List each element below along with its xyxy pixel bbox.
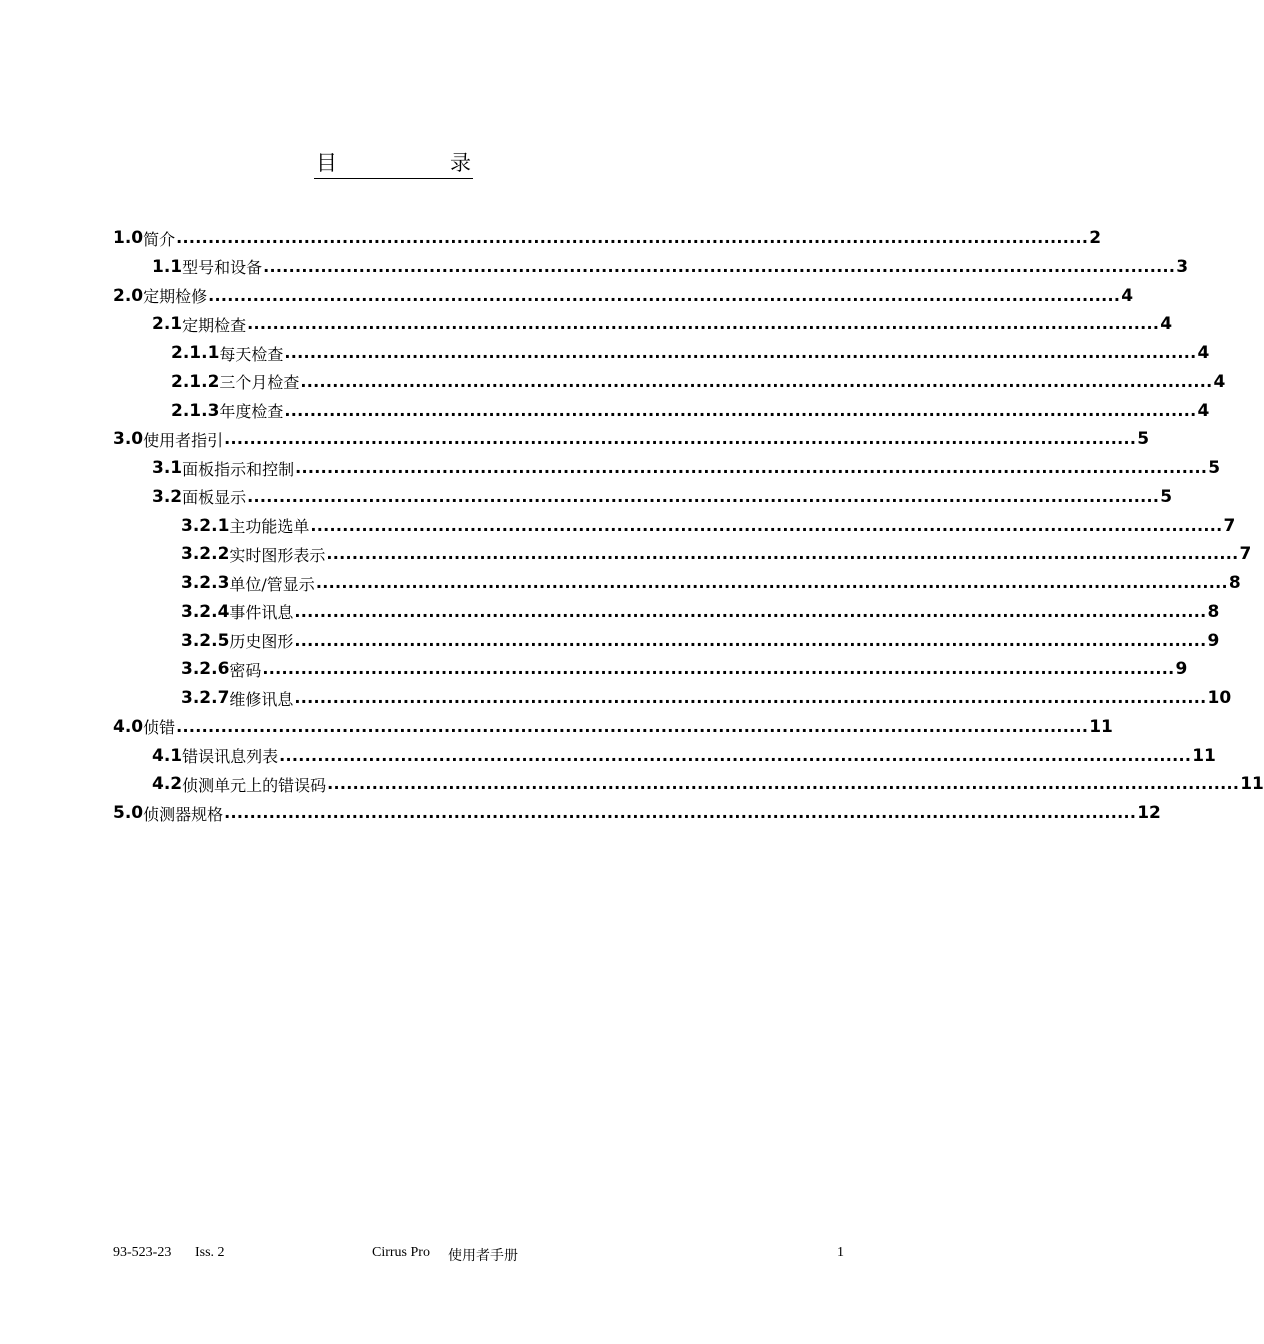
toc-dot-leader: ...............................................................................................................................................	[247, 486, 1160, 506]
toc-entry-number: 1.0	[113, 228, 144, 248]
toc-entry-page: 9	[1175, 659, 1188, 680]
toc-entry-title: 维修讯息	[229, 689, 294, 709]
toc-entry-title: 错误讯息列表	[182, 747, 279, 766]
toc-entry-title: 型号和设备	[182, 258, 263, 278]
toc-entry-page: 5	[1137, 429, 1150, 450]
toc-entry-page: 8	[1207, 601, 1220, 622]
toc-entry-title: 侦测器规格	[143, 804, 224, 824]
footer-issue: Iss. 2	[195, 1245, 225, 1260]
toc-entry-number: 3.2.4	[181, 601, 230, 622]
toc-dot-leader: ...............................................................................................................................................	[224, 429, 1137, 449]
toc-entry-page: 5	[1160, 486, 1173, 507]
footer-doc-number: 93-523-23	[113, 1245, 172, 1260]
footer-page-number: 1	[837, 1245, 844, 1260]
toc-entry[interactable]	[171, 339, 1210, 367]
toc-title-char-1: 目	[316, 151, 337, 175]
toc-dot-leader: ...............................................................................................................................................	[327, 774, 1240, 794]
toc-entry-title: 三个月检查	[219, 373, 300, 393]
toc-entry[interactable]	[152, 253, 1189, 281]
toc-entry-title: 面板指示和控制	[182, 459, 295, 479]
toc-entry[interactable]	[181, 569, 1241, 597]
toc-dot-leader: ...............................................................................................................................................	[300, 371, 1213, 391]
toc-title-char-2: 录	[450, 151, 471, 175]
toc-entry[interactable]	[181, 655, 1188, 683]
toc-entry-title: 密码	[229, 660, 262, 680]
toc-entry[interactable]	[152, 770, 1264, 798]
toc-entry-page: 4	[1213, 371, 1226, 392]
toc-dot-leader: ...............................................................................................................................................	[294, 630, 1207, 650]
toc-dot-leader: ...............................................................................................................................................	[176, 228, 1089, 247]
toc-entry-page: 7	[1223, 515, 1236, 536]
toc-entry-page: 12	[1137, 803, 1161, 823]
toc-entry[interactable]	[113, 799, 1161, 827]
toc-entry-page: 3	[1176, 256, 1189, 277]
toc-entry-number: 4.1	[152, 745, 183, 766]
toc-entry-number: 3.2	[152, 486, 183, 507]
toc-entry-number: 1.1	[152, 256, 183, 277]
toc-entry-title: 事件讯息	[229, 603, 294, 623]
toc-entry-number: 4.0	[113, 716, 144, 737]
toc-title	[314, 148, 473, 179]
toc-entry[interactable]	[113, 713, 1113, 741]
toc-entry-number: 3.0	[113, 429, 144, 450]
toc-entry-title: 定期检修	[143, 287, 208, 306]
toc-dot-leader: ...............................................................................................................................................	[284, 343, 1197, 362]
toc-entry-page: 4	[1160, 314, 1173, 335]
toc-entry-title: 每天检查	[219, 344, 284, 364]
toc-entry-page: 11	[1089, 716, 1113, 737]
toc-entry[interactable]	[152, 454, 1221, 482]
toc-dot-leader: ...............................................................................................................................................	[315, 573, 1228, 592]
toc-entry-page: 8	[1228, 573, 1241, 593]
toc-entry-title: 主功能选单	[229, 517, 310, 536]
toc-dot-leader: ...............................................................................................................................................	[247, 314, 1160, 334]
toc-entry[interactable]	[152, 310, 1173, 338]
toc-entry-number: 2.1.1	[171, 343, 220, 363]
toc-entry-number: 2.0	[113, 285, 144, 306]
toc-entry[interactable]	[113, 425, 1150, 453]
toc-dot-leader: ...............................................................................................................................................	[294, 688, 1207, 707]
toc-entry-page: 11	[1192, 745, 1216, 766]
toc-entry-page: 2	[1089, 228, 1102, 248]
toc-entry-number: 3.2.1	[181, 515, 230, 536]
toc-entry[interactable]	[181, 598, 1220, 626]
toc-entry[interactable]	[181, 627, 1220, 655]
toc-entry-number: 3.2.7	[181, 688, 230, 708]
toc-entry-number: 5.0	[113, 803, 144, 823]
toc-entry-title: 实时图形表示	[229, 545, 326, 565]
toc-entry-title: 简介	[143, 229, 176, 249]
toc-entry-page: 10	[1207, 688, 1232, 708]
toc-dot-leader: ...............................................................................................................................................	[295, 458, 1208, 477]
toc-dot-leader: ...............................................................................................................................................	[262, 659, 1175, 679]
toc-dot-leader: ...............................................................................................................................................	[326, 544, 1239, 564]
toc-entry-number: 3.1	[152, 458, 183, 478]
toc-dot-leader: ...............................................................................................................................................	[279, 745, 1192, 765]
toc-entry-title: 侦测单元上的错误码	[182, 775, 327, 795]
toc-entry[interactable]	[171, 368, 1226, 396]
toc-entry-page: 5	[1208, 458, 1221, 478]
toc-entry-title: 单位/管显示	[229, 574, 315, 594]
toc-dot-leader: ...............................................................................................................................................	[224, 803, 1137, 822]
toc-entry-number: 2.1	[152, 314, 183, 335]
toc-entry-title: 历史图形	[229, 632, 294, 651]
toc-entry-number: 2.1.2	[171, 371, 220, 392]
toc-dot-leader: ...............................................................................................................................................	[208, 285, 1121, 305]
toc-entry-number: 3.2.2	[181, 544, 230, 565]
toc-entry-number: 3.2.5	[181, 630, 230, 651]
toc-dot-leader: ...............................................................................................................................................	[294, 601, 1207, 621]
toc-entry-page: 7	[1239, 544, 1252, 565]
toc-entry-page: 4	[1197, 343, 1210, 363]
toc-dot-leader: ...............................................................................................................................................	[310, 515, 1223, 535]
toc-entry[interactable]	[152, 742, 1216, 770]
toc-entry-title: 侦错	[143, 718, 176, 738]
toc-entry-title: 面板显示	[182, 488, 247, 508]
toc-dot-leader: ...............................................................................................................................................	[176, 716, 1089, 736]
toc-entry[interactable]	[152, 483, 1173, 511]
toc-dot-leader: ...............................................................................................................................................	[284, 400, 1197, 420]
toc-entry-page: 11	[1240, 774, 1264, 795]
toc-entry[interactable]	[181, 684, 1232, 712]
toc-entry-number: 2.1.3	[171, 400, 220, 421]
toc-entry-page: 4	[1197, 400, 1210, 421]
toc-entry-title: 年度检查	[219, 402, 284, 421]
toc-entry[interactable]	[171, 397, 1210, 425]
toc-entry-number: 3.2.6	[181, 659, 230, 680]
footer-product: Cirrus Pro	[372, 1245, 430, 1260]
toc-entry[interactable]	[113, 282, 1134, 310]
toc-entry-title: 定期检查	[182, 315, 247, 335]
toc-entry-number: 4.2	[152, 774, 183, 795]
toc-entry-page: 9	[1207, 630, 1220, 651]
toc-entry[interactable]	[113, 224, 1102, 252]
toc-dot-leader: ...............................................................................................................................................	[263, 256, 1176, 276]
footer-manual-title: 使用者手册	[448, 1249, 518, 1264]
toc-entry-title: 使用者指引	[143, 430, 224, 450]
toc-entry[interactable]	[181, 540, 1252, 568]
toc-entry-page: 4	[1121, 285, 1134, 306]
toc-entry[interactable]	[181, 512, 1236, 540]
toc-entry-number: 3.2.3	[181, 573, 230, 593]
